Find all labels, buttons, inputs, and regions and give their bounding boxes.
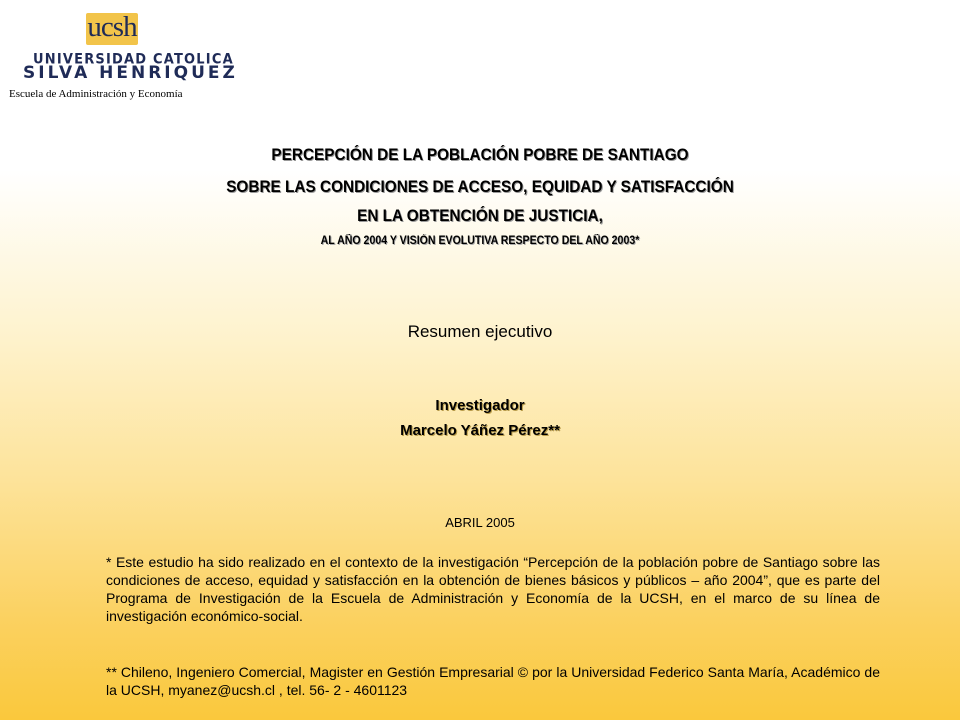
footnote-study: * Este estudio ha sido realizado en el contexto de la investigación “Percepción de la población pobre de Santiago sobre las condiciones de acceso, equidad y satisfacción en la obtención de bienes básicos y públicos – año 2004”, que es parte del Programa de Investigación de la Escuela de Administración y Economía de la UCSH, en el marco de su línea de investigación económico-social. bbox=[106, 554, 880, 624]
title-line-1: PERCEPCIÓN DE LA POBLACIÓN POBRE DE SANTIAGO bbox=[271, 146, 689, 164]
university-logo bbox=[0, 0, 240, 110]
report-date: ABRIL 2005 bbox=[445, 515, 515, 530]
footnote-author: ** Chileno, Ingeniero Comercial, Magister en Gestión Empresarial © por la Universidad Federico Santa María, Académico de la UCSH, myanez@ucsh.cl , tel. 56- 2 - 4601123 bbox=[106, 664, 880, 698]
title-line-4: AL AÑO 2004 Y VISIÓN EVOLUTIVA RESPECTO DEL AÑO 2003* bbox=[320, 235, 640, 247]
ucsh-badge bbox=[86, 13, 138, 45]
title-line-3-wrap bbox=[0, 207, 960, 226]
subtitle: Resumen ejecutivo bbox=[407, 322, 553, 341]
title-line-2: SOBRE LAS CONDICIONES DE ACCESO, EQUIDAD Y SATISFACCIÓN bbox=[226, 178, 734, 196]
title-block bbox=[0, 146, 960, 165]
researcher-name: Marcelo Yáñez Pérez** bbox=[400, 422, 560, 439]
title-line-4-wrap bbox=[0, 235, 960, 247]
ucsh-badge-text: ucsh bbox=[87, 11, 137, 43]
researcher-label: Investigador bbox=[435, 397, 525, 414]
school-name: Escuela de Administración y Economía bbox=[9, 88, 183, 100]
title-line-3: EN LA OBTENCIÓN DE JUSTICIA, bbox=[357, 207, 603, 225]
university-name-line1: UNIVERSIDAD CATOLICA bbox=[33, 51, 234, 68]
title-line-2-wrap bbox=[0, 178, 960, 197]
university-name-line2: SILVA HENRIQUEZ bbox=[23, 63, 238, 83]
